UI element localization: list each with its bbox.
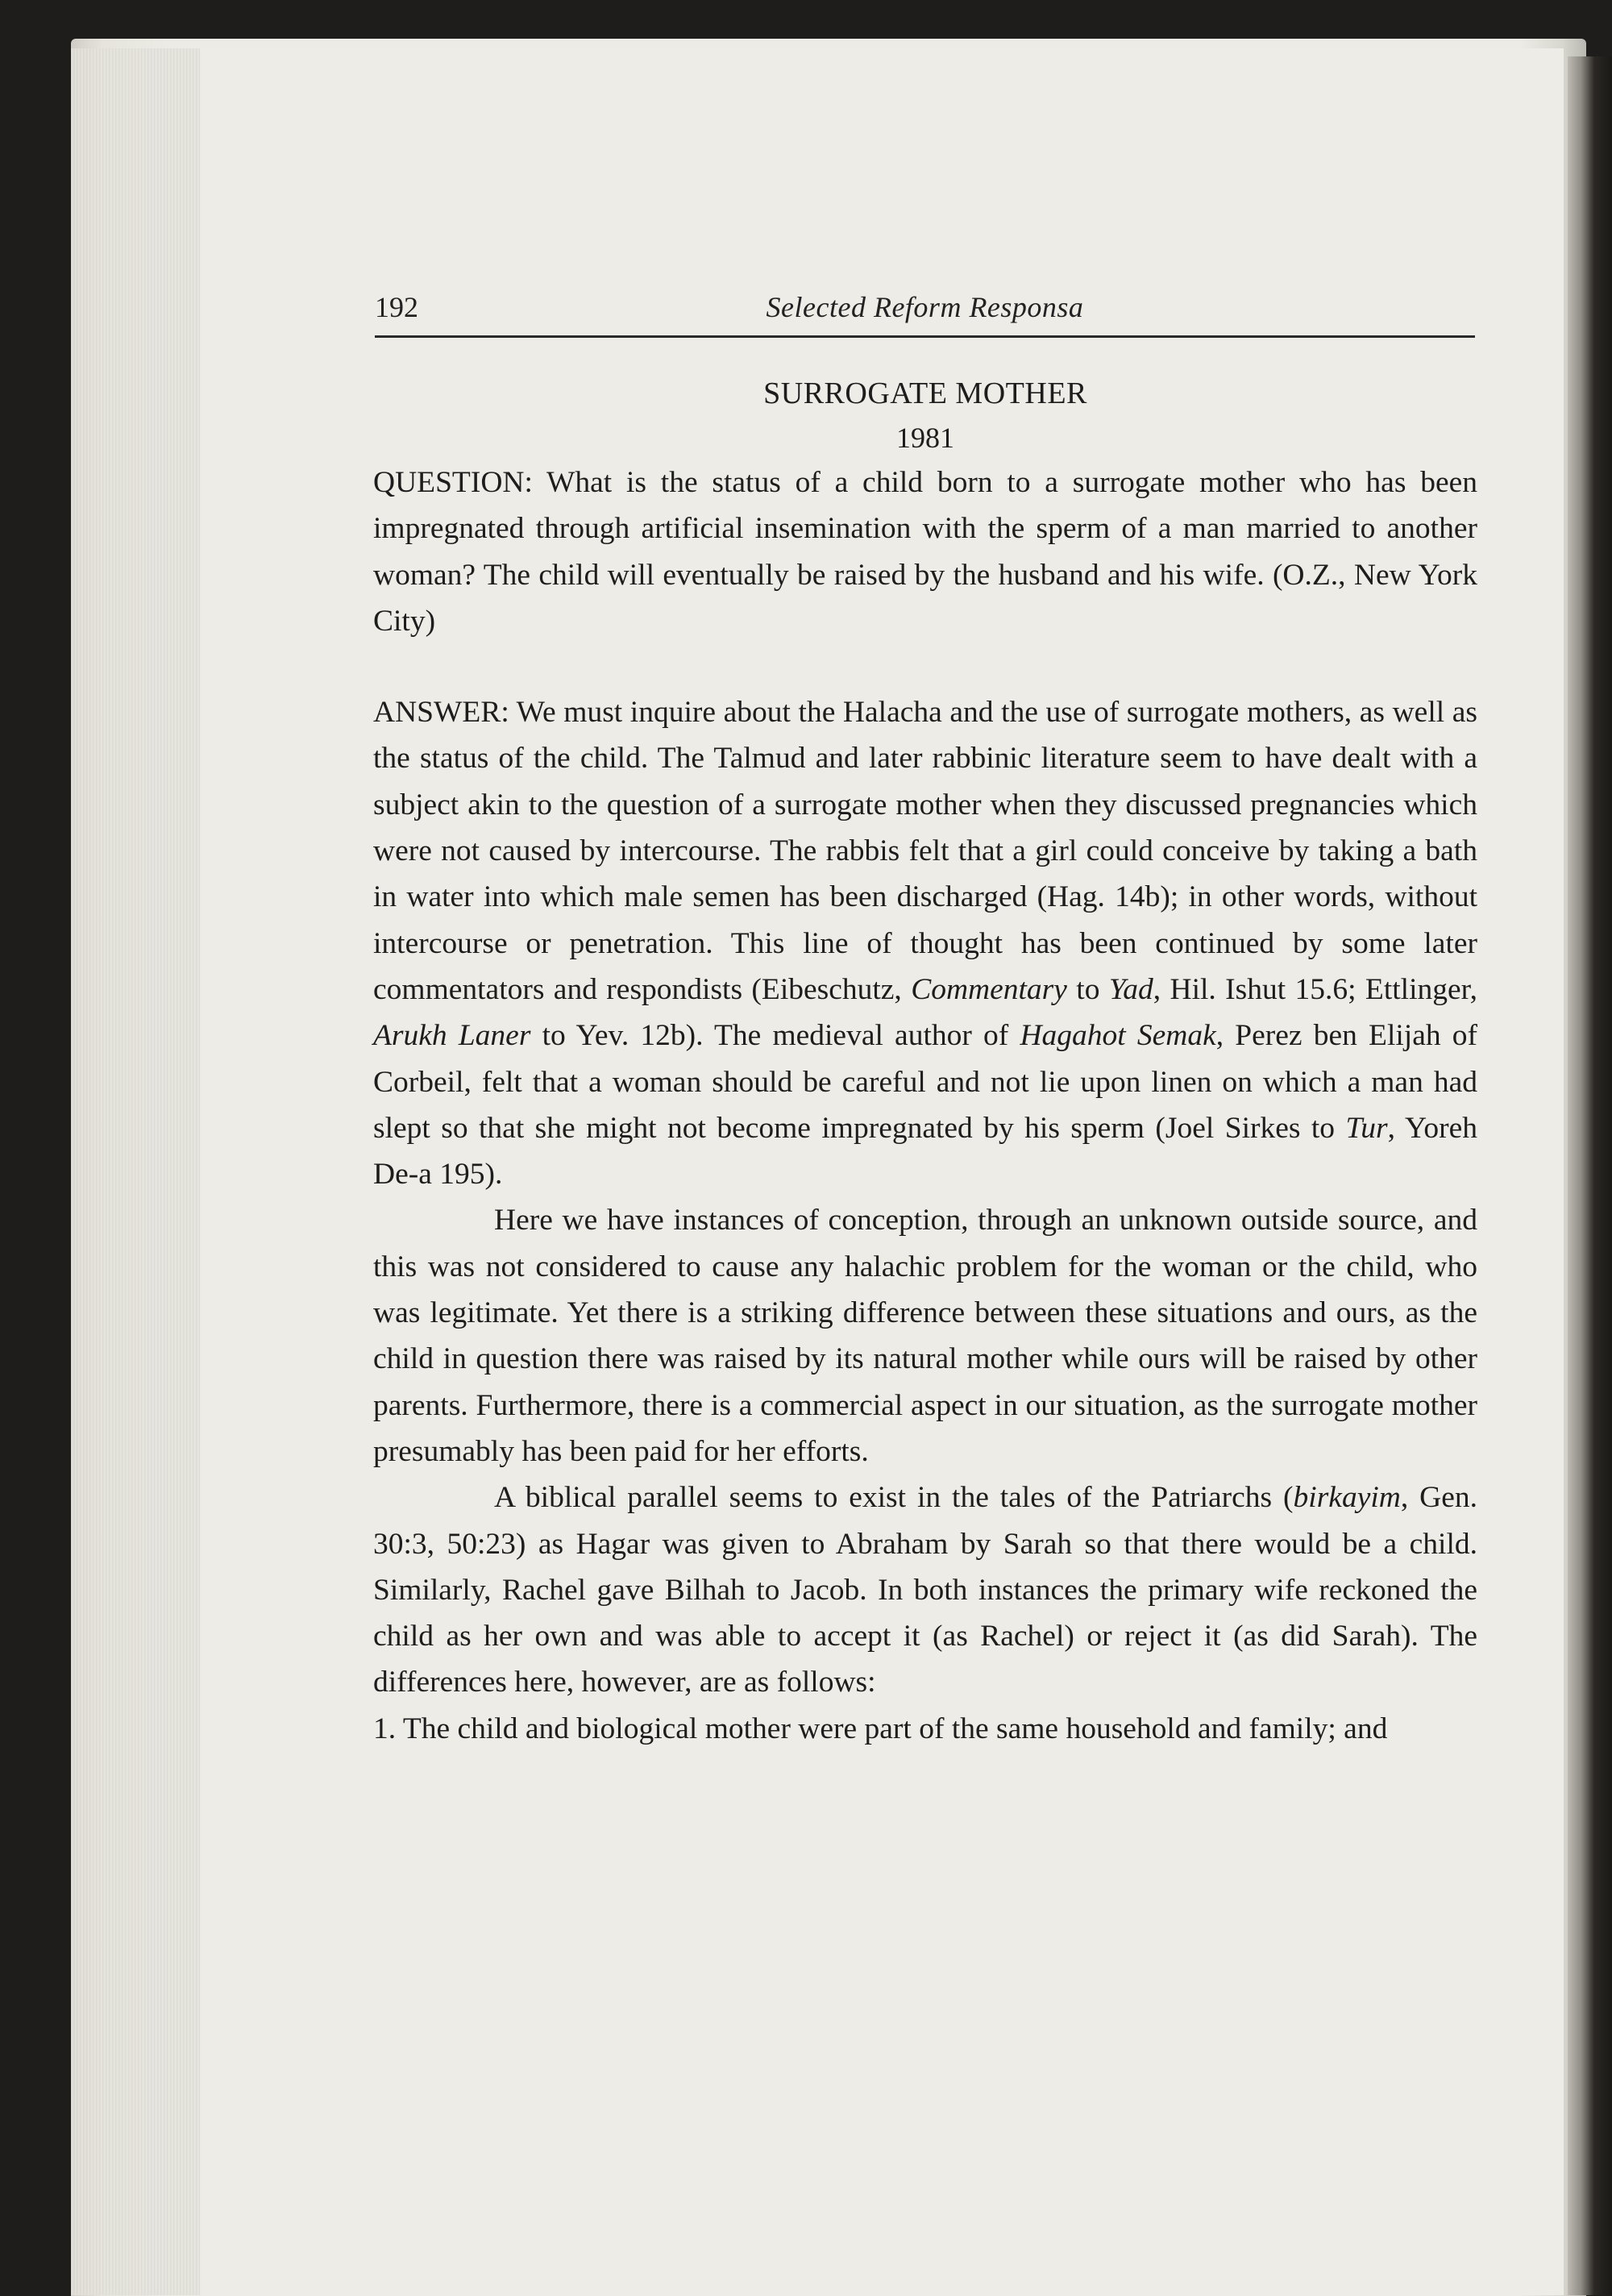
- list-item: 1. The child and biological mother were part of the same household and family; and: [373, 1712, 1388, 1745]
- page-edges: [71, 48, 200, 2295]
- answer-paragraph-1: ANSWER: We must inquire about the Halacha and the use of surrogate mothers, as well as the status of the child. The Talmud and later rabbinic literature seem to have dealt with a subject akin to the question of a surrogate mother when they discussed pregnancies which were not caused by intercourse. The rabbis felt that a girl could conceive by taking a bath in water into which male semen has been discharged (Hag. 14b); in other words, without intercourse or penetration. This line of thought has been continued by some later commentators and respondists (Eibeschutz, Commentary to Yad, Hil. Ishut 15.6; Ettlinger, Arukh Laner to Yev. 12b). The medieval author of Hagahot Semak, Perez ben Elijah of Corbeil, felt that a woman should be careful and not lie upon linen on which a man had slept so that she might not become impregnated by his sperm (Joel Sirkes to Tur, Yoreh De-a 195).: [373, 696, 1478, 1192]
- answer-paragraph-3: A biblical parallel seems to exist in the tales of the Patriarchs (birkayim, Gen. 30:3, 50:23) as Hagar was given to Abraham by Sarah so that there would be a child. Similarly, Rachel gave Bilhah to Jacob. In both instances the primary wife reckoned the child as her own and was able to accept it (as Rachel) or reject it (as did Sarah). The differences here, however, are as follows:: [373, 1481, 1477, 1699]
- question-paragraph: QUESTION: What is the status of a child born to a surrogate mother who has been impregnated through artificial insemination with the sperm of a man married to another woman? The child will eventually be raised by the husband and his wife. (O.Z., New York City): [373, 466, 1477, 638]
- article-title: SURROGATE MOTHER: [763, 376, 1087, 410]
- responsum-body: [373, 371, 1477, 1752]
- answer-paragraph-2: Here we have instances of conception, through an unknown outside source, and this was not considered to cause any halachic problem for the woman or the child, who was legitimate. Yet there is a striking difference between these situations and ours, as the child in question there was raised by its natural mother while ours will be raised by other parents. Furthermore, there is a commercial aspect in our situation, as the surrogate mother presumably has been paid for her efforts.: [373, 1204, 1477, 1468]
- running-title: Selected Reform Responsa: [766, 291, 1084, 323]
- book-spine: [1568, 56, 1612, 2295]
- page-number: 192: [375, 291, 418, 323]
- article-year: 1981: [896, 422, 954, 454]
- running-header: [375, 290, 1475, 338]
